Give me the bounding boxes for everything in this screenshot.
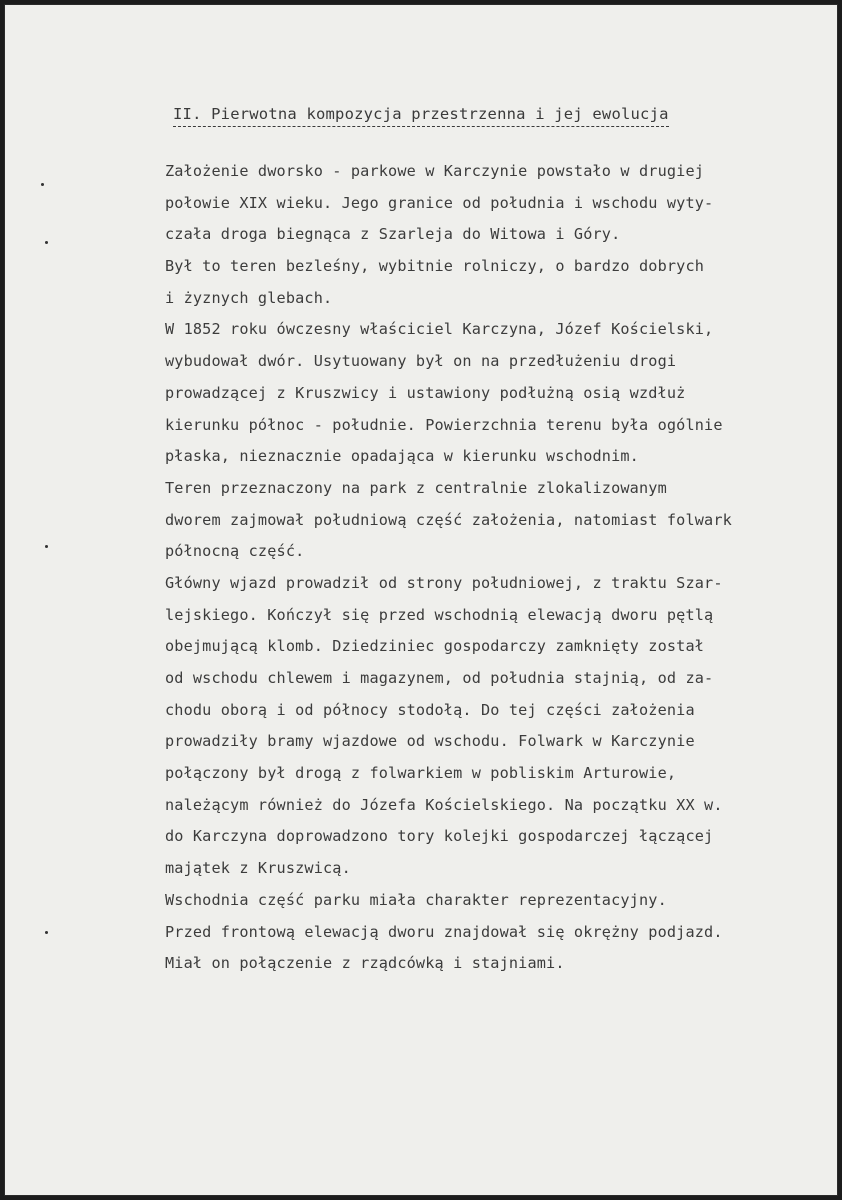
text-line: wybudował dwór. Usytuowany był on na przedłużeniu drogi	[165, 352, 677, 371]
text-line: Miał on połączenie z rządcówką i stajniami.	[165, 954, 565, 973]
margin-mark	[45, 545, 48, 548]
text-line: lejskiego. Kończył się przed wschodnią elewacją dworu pętlą	[165, 605, 714, 624]
text-line: dworem zajmował południową część założenia, natomiast folwark	[165, 510, 732, 529]
text-line: Był to teren bezleśny, wybitnie rolniczy, o bardzo dobrych	[165, 257, 705, 276]
text-line: połowie XIX wieku. Jego granice od południa i wschodu wyty-	[165, 193, 714, 212]
text-line: Wschodnia część parku miała charakter reprezentacyjny.	[165, 890, 667, 909]
text-line: chodu oborą i od północy stodołą. Do tej części założenia	[165, 700, 695, 719]
margin-mark	[45, 241, 48, 244]
text-line: do Karczyna doprowadzono tory kolejki gospodarczej łączącej	[165, 827, 714, 846]
text-line: obejmującą klomb. Dziedziniec gospodarczy zamknięty został	[165, 637, 705, 656]
text-line: Założenie dworsko - parkowe w Karczynie powstało w drugiej	[165, 162, 705, 180]
margin-mark	[41, 183, 44, 186]
text-line: należącym również do Józefa Kościelskiego. Na początku XX w.	[165, 795, 723, 814]
text-line: i żyznych glebach.	[165, 288, 333, 307]
document-page	[4, 4, 838, 1196]
text-line: czała droga biegnąca z Szarleja do Witowa i Góry.	[165, 225, 621, 244]
text-line: połączony był drogą z folwarkiem w pobliskim Arturowie,	[165, 764, 677, 783]
text-line: północną część.	[165, 542, 305, 561]
text-line: majątek z Kruszwicą.	[165, 859, 351, 878]
text-line: W 1852 roku ówczesny właściciel Karczyna, Józef Kościelski,	[165, 320, 714, 339]
text-line: Teren przeznaczony na park z centralnie zlokalizowanym	[165, 478, 667, 497]
margin-mark	[45, 931, 48, 934]
text-line: Główny wjazd prowadził od strony południowej, z traktu Szar-	[165, 573, 723, 592]
body-text	[165, 156, 805, 980]
text-line: prowadziły bramy wjazdowe od wschodu. Folwark w Karczynie	[165, 732, 695, 751]
title-underline	[173, 126, 669, 127]
text-line: kierunku północ - południe. Powierzchnia terenu była ogólnie	[165, 415, 723, 434]
section-title-text: II. Pierwotna kompozycja przestrzenna i jej ewolucja	[173, 105, 669, 123]
text-line: płaska, nieznacznie opadająca w kierunku wschodnim.	[165, 447, 639, 466]
section-title	[173, 105, 669, 123]
text-line: Przed frontową elewacją dworu znajdował się okrężny podjazd.	[165, 922, 723, 941]
text-line: prowadzącej z Kruszwicy i ustawiony podłużną osią wzdłuż	[165, 383, 686, 402]
text-line: od wschodu chlewem i magazynem, od południa stajnią, od za-	[165, 669, 714, 687]
